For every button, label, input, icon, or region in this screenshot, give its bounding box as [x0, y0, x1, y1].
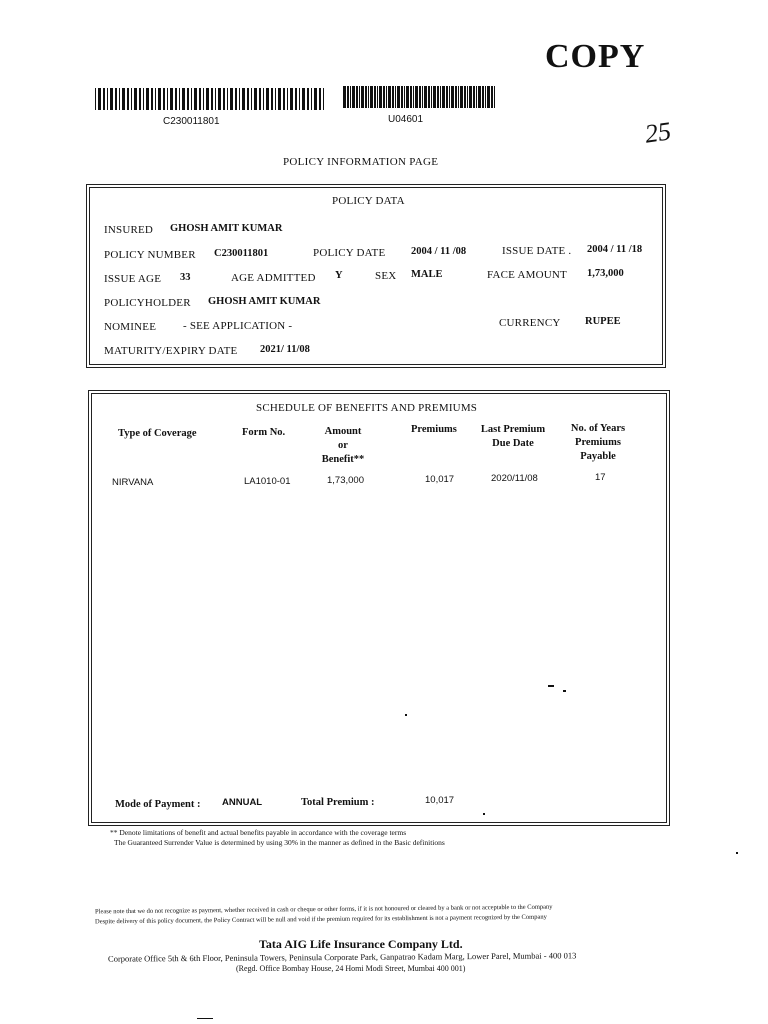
barcode-bar	[478, 86, 481, 108]
scan-speck	[483, 813, 485, 815]
barcode-bar	[379, 86, 382, 108]
barcode-bar	[163, 88, 165, 110]
row-form: LA1010-01	[244, 476, 291, 487]
barcode-bar	[247, 88, 249, 110]
issue-date-value: 2004 / 11 /18	[587, 244, 643, 255]
sex-value: MALE	[411, 269, 443, 280]
barcode-agent-text: U04601	[388, 114, 424, 125]
mode-of-payment-value: ANNUAL	[222, 797, 263, 808]
barcode-bar	[494, 86, 495, 108]
barcode-bar	[451, 86, 454, 108]
barcode-bar	[158, 88, 161, 110]
footnote-benefit: ** Denote limitations of benefit and actual benefits payable in accordance with the coverage terms	[110, 828, 407, 837]
handwritten-mark: 25	[643, 116, 673, 149]
barcode-bar	[307, 88, 309, 110]
barcode-bar	[359, 86, 360, 108]
col-years-line1: No. of Years	[570, 423, 626, 434]
barcode-bar	[446, 86, 448, 108]
age-admitted-label: AGE ADMITTED	[231, 272, 316, 284]
barcode-bar	[283, 88, 285, 110]
barcode-bar	[458, 86, 459, 108]
issue-age-value: 33	[180, 272, 191, 283]
policyholder-value: GHOSH AMIT KUMAR	[208, 296, 321, 307]
barcode-bar	[377, 86, 378, 108]
company-office: Corporate Office 5th & 6th Floor, Peninsula Towers, Peninsula Corporate Park, Ganpatrao Kadam Marg, Lower Parel, Mumbai - 400 013	[107, 950, 577, 964]
company-name: Tata AIG Life Insurance Company Ltd.	[259, 937, 463, 951]
barcode-bar	[395, 86, 396, 108]
barcode-bar	[406, 86, 409, 108]
barcode-bar	[146, 88, 149, 110]
barcode-bar	[235, 88, 237, 110]
scan-speck	[197, 1018, 213, 1019]
maturity-label: MATURITY/EXPIRY DATE	[104, 345, 238, 357]
barcode-bar	[131, 88, 132, 110]
currency-value: RUPEE	[585, 316, 621, 327]
barcode-bar	[469, 86, 472, 108]
issue-date-label: ISSUE DATE .	[502, 245, 572, 257]
face-amount-value: 1,73,000	[587, 268, 624, 279]
barcode-bar	[175, 88, 177, 110]
barcode-bar	[95, 88, 96, 110]
barcode-bar	[266, 88, 269, 110]
barcode-bar	[467, 86, 468, 108]
barcode-bar	[119, 88, 120, 110]
barcode-bar	[103, 88, 105, 110]
barcode-bar	[242, 88, 245, 110]
barcode-bar	[392, 86, 394, 108]
total-premium-label: Total Premium :	[301, 797, 375, 808]
barcode-bar	[179, 88, 180, 110]
barcode-bar	[254, 88, 257, 110]
barcode-bar	[388, 86, 391, 108]
policy-date-label: POLICY DATE	[313, 247, 386, 259]
barcode-bar	[314, 88, 317, 110]
barcode-bar	[361, 86, 364, 108]
policyholder-label: POLICYHOLDER	[104, 297, 191, 309]
barcode-bar	[206, 88, 209, 110]
barcode-policy	[95, 88, 325, 110]
barcode-bar	[122, 88, 125, 110]
col-years-payable	[562, 422, 634, 464]
row-amount: 1,73,000	[327, 475, 364, 486]
row-years: 17	[595, 472, 606, 483]
barcode-bar	[473, 86, 475, 108]
barcode-bar	[419, 86, 421, 108]
barcode-bar	[404, 86, 405, 108]
barcode-bar	[485, 86, 486, 108]
policy-number-label: POLICY NUMBER	[104, 249, 196, 261]
barcode-bar	[275, 88, 276, 110]
barcode-bar	[440, 86, 441, 108]
row-premium: 10,017	[425, 474, 455, 485]
barcode-bar	[107, 88, 108, 110]
nominee-value: - SEE APPLICATION -	[183, 320, 293, 332]
barcode-bar	[287, 88, 288, 110]
barcode-bar	[386, 86, 387, 108]
barcode-agent	[343, 86, 498, 108]
nominee-label: NOMINEE	[104, 321, 157, 333]
age-admitted-value: Y	[335, 270, 343, 281]
barcode-bar	[449, 86, 450, 108]
barcode-bar	[413, 86, 414, 108]
barcode-bar	[211, 88, 213, 110]
barcode-bar	[415, 86, 418, 108]
barcode-bar	[98, 88, 101, 110]
face-amount-label: FACE AMOUNT	[487, 269, 567, 281]
mode-of-payment-label: Mode of Payment :	[115, 799, 201, 810]
col-type-of-coverage: Type of Coverage	[118, 428, 197, 439]
barcode-bar	[155, 88, 156, 110]
barcode-bar	[383, 86, 385, 108]
total-premium-value: 10,017	[425, 795, 455, 806]
schedule-heading: SCHEDULE OF BENEFITS AND PREMIUMS	[256, 402, 478, 414]
sex-label: SEX	[375, 270, 397, 282]
barcode-policy-text: C230011801	[163, 116, 220, 127]
barcode-bar	[227, 88, 228, 110]
barcode-bar	[476, 86, 477, 108]
barcode-bar	[215, 88, 216, 110]
col-last-premium-line2: Due Date	[492, 438, 534, 449]
barcode-bar	[464, 86, 466, 108]
currency-label: CURRENCY	[499, 317, 561, 329]
policy-number-value: C230011801	[214, 248, 269, 259]
col-form-no: Form No.	[242, 427, 286, 438]
barcode-bar	[259, 88, 261, 110]
barcode-bar	[199, 88, 201, 110]
insured-label: INSURED	[104, 224, 154, 236]
col-last-premium	[478, 423, 548, 451]
barcode-bar	[365, 86, 367, 108]
scan-speck	[405, 714, 407, 716]
copy-stamp: COPY	[545, 38, 646, 75]
maturity-value: 2021/ 11/08	[260, 344, 310, 355]
scan-speck	[548, 685, 554, 687]
col-last-premium-line1: Last Premium	[480, 424, 546, 435]
barcode-bar	[110, 88, 113, 110]
col-premiums: Premiums	[411, 424, 457, 435]
barcode-bar	[374, 86, 376, 108]
barcode-bar	[167, 88, 168, 110]
barcode-bar	[134, 88, 137, 110]
notice-line1: Please note that we do not recognize as payment, whether received in cash or cheque or other forms, if it is not honoured or cleared by a bank or not acceptable to the Company	[94, 903, 553, 916]
col-amount-line2: or	[338, 440, 348, 451]
barcode-bar	[323, 88, 324, 110]
barcode-bar	[397, 86, 400, 108]
barcode-bar	[422, 86, 423, 108]
barcode-bar	[431, 86, 432, 108]
barcode-bar	[410, 86, 412, 108]
barcode-bar	[127, 88, 129, 110]
barcode-bar	[491, 86, 493, 108]
barcode-bar	[370, 86, 373, 108]
col-amount-line3: Benefit**	[321, 454, 365, 465]
barcode-bar	[356, 86, 358, 108]
barcode-bar	[218, 88, 221, 110]
barcode-bar	[302, 88, 305, 110]
barcode-bar	[350, 86, 351, 108]
barcode-bar	[271, 88, 273, 110]
policy-date-value: 2004 / 11 /08	[411, 246, 467, 257]
row-type: NIRVANA	[112, 477, 154, 488]
barcode-bar	[295, 88, 297, 110]
barcode-bar	[263, 88, 264, 110]
barcode-bar	[455, 86, 457, 108]
barcode-bar	[424, 86, 427, 108]
barcode-bar	[115, 88, 117, 110]
barcode-bar	[230, 88, 233, 110]
barcode-bar	[299, 88, 300, 110]
barcode-bar	[347, 86, 349, 108]
barcode-bar	[143, 88, 144, 110]
barcode-bar	[311, 88, 312, 110]
barcode-bar	[187, 88, 189, 110]
barcode-bar	[442, 86, 445, 108]
scan-speck	[563, 690, 566, 692]
barcode-bar	[170, 88, 173, 110]
barcode-bar	[487, 86, 490, 108]
scan-speck	[736, 852, 738, 854]
barcode-bar	[139, 88, 141, 110]
barcode-bar	[352, 86, 355, 108]
col-amount	[318, 425, 368, 467]
barcode-bar	[239, 88, 240, 110]
barcode-bar	[368, 86, 369, 108]
barcode-bar	[278, 88, 281, 110]
col-years-line2: Premiums	[575, 437, 621, 448]
barcode-bar	[460, 86, 463, 108]
barcode-bar	[437, 86, 439, 108]
page-title: POLICY INFORMATION PAGE	[283, 156, 439, 168]
barcode-bar	[319, 88, 321, 110]
footnote-surrender: The Guaranteed Surrender Value is determined by using 30% in the manner as defined in the Basic definitions	[114, 838, 445, 847]
barcode-bar	[433, 86, 436, 108]
barcode-bar	[290, 88, 293, 110]
barcode-bar	[401, 86, 403, 108]
barcode-bar	[182, 88, 185, 110]
barcode-bar	[251, 88, 252, 110]
barcode-bar	[194, 88, 197, 110]
col-amount-line1: Amount	[324, 426, 362, 437]
barcode-bar	[343, 86, 346, 108]
policy-data-heading: POLICY DATA	[332, 195, 405, 207]
barcode-bar	[428, 86, 430, 108]
barcode-bar	[482, 86, 484, 108]
row-due: 2020/11/08	[491, 473, 538, 484]
barcode-bar	[151, 88, 153, 110]
company-regd-office: (Regd. Office Bombay House, 24 Homi Modi Street, Mumbai 400 001)	[236, 964, 466, 973]
barcode-bar	[223, 88, 225, 110]
barcode-bar	[191, 88, 192, 110]
insured-value: GHOSH AMIT KUMAR	[170, 223, 283, 234]
notice-line2: Despite delivery of this policy document, the Policy Contract will be null and void if the premium required for its establishment is not a payment recognized by the Company	[94, 913, 547, 926]
col-years-line3: Payable	[580, 451, 616, 462]
issue-age-label: ISSUE AGE	[104, 273, 162, 285]
barcode-bar	[203, 88, 204, 110]
